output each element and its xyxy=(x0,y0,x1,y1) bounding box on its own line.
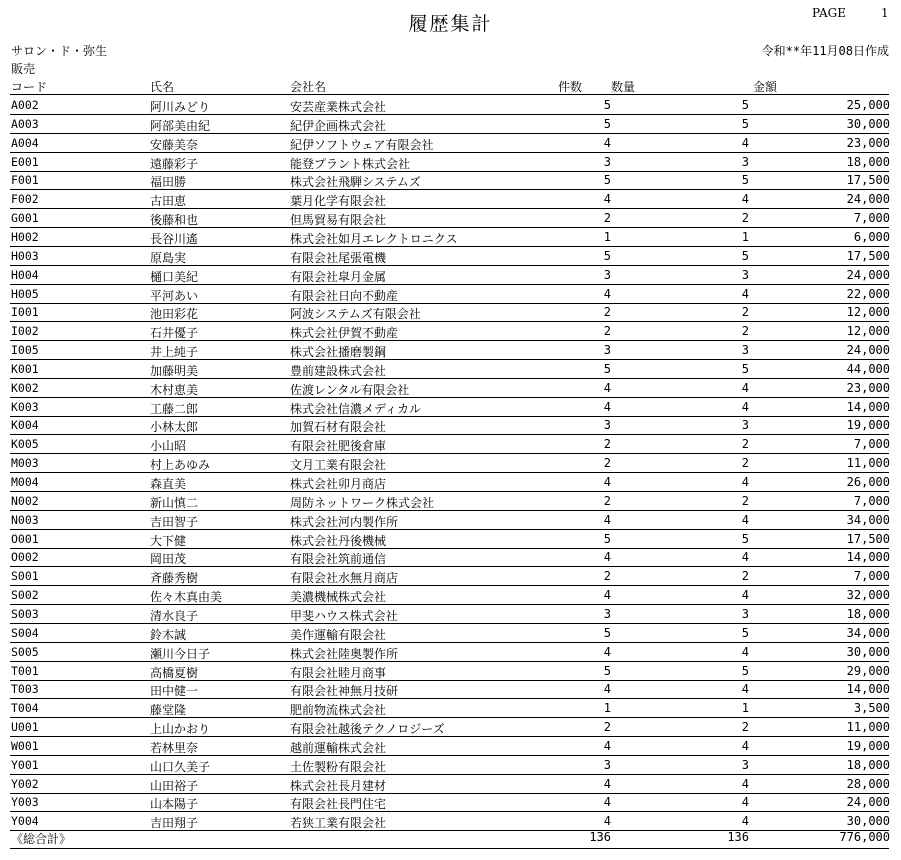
row-company: 越前運輸株式会社 xyxy=(290,740,387,755)
row-amount: 29,000 xyxy=(846,663,890,678)
row-code: I005 xyxy=(11,343,39,358)
row-count: 5 xyxy=(603,361,611,376)
row-amount: 7,000 xyxy=(853,437,890,452)
row-quantity: 2 xyxy=(741,305,749,320)
row-code: S002 xyxy=(11,588,39,603)
row-company: 有限会社長門住宅 xyxy=(290,797,387,812)
row-count: 2 xyxy=(603,569,611,584)
row-name: 小林太郎 xyxy=(150,420,199,435)
row-code: M003 xyxy=(11,456,39,471)
row-quantity: 4 xyxy=(741,135,749,150)
row-company: 株式会社河内製作所 xyxy=(290,514,399,529)
table-row xyxy=(0,190,901,209)
row-amount: 30,000 xyxy=(846,814,890,829)
row-amount: 11,000 xyxy=(846,720,890,735)
row-code: Y002 xyxy=(11,776,39,791)
row-code: U001 xyxy=(11,720,39,735)
row-company: 有限会社越後テクノロジーズ xyxy=(290,722,445,737)
row-amount: 18,000 xyxy=(846,606,890,621)
row-company: 株式会社飛騨システムズ xyxy=(290,175,421,190)
row-count: 4 xyxy=(603,644,611,659)
column-header-name: 氏名 xyxy=(150,80,175,94)
row-amount: 24,000 xyxy=(846,267,890,282)
row-code: A004 xyxy=(11,135,39,150)
grand-total-row xyxy=(0,828,901,848)
row-amount: 26,000 xyxy=(846,475,890,489)
section-label: 販売 xyxy=(11,62,36,76)
row-name: 福田勝 xyxy=(150,175,187,190)
row-code: T003 xyxy=(11,682,39,697)
row-amount: 17,500 xyxy=(846,531,890,546)
row-quantity: 4 xyxy=(741,399,749,414)
row-code: W001 xyxy=(11,738,39,753)
row-count: 4 xyxy=(603,286,611,301)
row-amount: 7,000 xyxy=(853,211,890,226)
row-name: 鈴木誠 xyxy=(150,627,187,642)
table-row xyxy=(0,247,901,266)
row-code: O002 xyxy=(11,550,39,565)
row-name: 藤堂隆 xyxy=(150,703,187,718)
row-quantity: 1 xyxy=(741,229,749,244)
row-name: 阿川みどり xyxy=(150,100,211,114)
row-company: 株式会社伊賀不動産 xyxy=(290,326,399,341)
row-amount: 34,000 xyxy=(846,512,890,527)
row-count: 4 xyxy=(603,380,611,395)
row-amount: 3,500 xyxy=(853,701,890,716)
row-count: 2 xyxy=(603,211,611,226)
row-name: 山本陽子 xyxy=(150,797,199,812)
row-name: 原島実 xyxy=(150,250,187,265)
row-count: 2 xyxy=(603,437,611,452)
table-row xyxy=(0,285,901,304)
row-code: K001 xyxy=(11,361,39,376)
row-count: 3 xyxy=(603,757,611,772)
row-quantity: 4 xyxy=(741,814,749,829)
row-quantity: 3 xyxy=(741,606,749,621)
row-name: 池田彩花 xyxy=(150,307,199,322)
row-code: F002 xyxy=(11,192,39,207)
row-amount: 12,000 xyxy=(846,324,890,339)
row-name: 安藤美奈 xyxy=(150,137,199,152)
row-quantity: 4 xyxy=(741,644,749,659)
row-count: 5 xyxy=(603,663,611,678)
row-company: 株式会社陸奥製作所 xyxy=(290,646,399,661)
table-row xyxy=(0,341,901,360)
row-count: 4 xyxy=(603,475,611,489)
table-row xyxy=(0,322,901,341)
row-company: 美作運輸有限会社 xyxy=(290,627,387,642)
table-row xyxy=(0,209,901,228)
row-code: N003 xyxy=(11,512,39,527)
row-name: 上山かおり xyxy=(150,722,211,737)
row-amount: 23,000 xyxy=(846,135,890,150)
table-row xyxy=(0,567,901,586)
row-name: 森直美 xyxy=(150,477,187,491)
row-amount: 24,000 xyxy=(846,192,890,207)
row-quantity: 2 xyxy=(741,437,749,452)
row-count: 3 xyxy=(603,154,611,169)
row-amount: 19,000 xyxy=(846,738,890,753)
table-row xyxy=(0,530,901,549)
row-code: Y003 xyxy=(11,795,39,810)
table-row xyxy=(0,492,901,511)
row-amount: 30,000 xyxy=(846,644,890,659)
row-name: 長谷川遙 xyxy=(150,231,199,246)
row-count: 5 xyxy=(603,248,611,263)
row-quantity: 5 xyxy=(741,531,749,546)
table-row xyxy=(0,171,901,190)
row-count: 2 xyxy=(603,305,611,320)
row-code: T001 xyxy=(11,663,39,678)
table-row xyxy=(0,643,901,662)
row-name: 田中健一 xyxy=(150,684,199,699)
row-company: 株式会社卯月商店 xyxy=(290,477,387,491)
row-amount: 25,000 xyxy=(846,98,890,112)
row-count: 3 xyxy=(603,418,611,433)
row-code: S001 xyxy=(11,569,39,584)
page-label: PAGE xyxy=(812,6,846,20)
row-quantity: 5 xyxy=(741,663,749,678)
table-row xyxy=(0,737,901,756)
row-code: A003 xyxy=(11,116,39,131)
row-company: 但馬貿易有限会社 xyxy=(290,213,387,228)
table-row xyxy=(0,605,901,624)
table-row xyxy=(0,115,901,134)
row-quantity: 2 xyxy=(741,324,749,339)
row-code: H004 xyxy=(11,267,39,282)
row-quantity: 4 xyxy=(741,738,749,753)
table-row xyxy=(0,718,901,737)
row-quantity: 5 xyxy=(741,173,749,188)
row-quantity: 2 xyxy=(741,569,749,584)
table-row xyxy=(0,379,901,398)
table-row xyxy=(0,153,901,172)
row-count: 4 xyxy=(603,588,611,603)
row-company: 有限会社神無月技研 xyxy=(290,684,399,699)
report-title: 履歴集計 xyxy=(408,13,493,35)
row-name: 樋口美紀 xyxy=(150,269,199,284)
row-company: 若狭工業有限会社 xyxy=(290,816,387,831)
row-code: I002 xyxy=(11,324,39,339)
row-name: 小山昭 xyxy=(150,439,187,454)
row-count: 4 xyxy=(603,738,611,753)
row-code: Y001 xyxy=(11,757,39,772)
table-row xyxy=(0,228,901,247)
row-company: 有限会社睦月商事 xyxy=(290,665,387,680)
row-code: S005 xyxy=(11,644,39,659)
row-quantity: 4 xyxy=(741,776,749,791)
row-company: 株式会社丹後機械 xyxy=(290,533,387,548)
row-amount: 32,000 xyxy=(846,588,890,603)
row-count: 1 xyxy=(603,701,611,716)
row-company: 有限会社尾張電機 xyxy=(290,250,387,265)
row-amount: 44,000 xyxy=(846,361,890,376)
table-row xyxy=(0,473,901,492)
row-count: 4 xyxy=(603,814,611,829)
row-count: 3 xyxy=(603,606,611,621)
row-name: 新山慎二 xyxy=(150,495,199,510)
row-quantity: 3 xyxy=(741,267,749,282)
row-name: 佐々木真由美 xyxy=(150,590,223,605)
table-row xyxy=(0,360,901,379)
row-quantity: 2 xyxy=(741,456,749,471)
row-code: G001 xyxy=(11,211,39,226)
row-company: 株式会社如月エレクトロニクス xyxy=(290,231,458,246)
row-company: 有限会社日向不動産 xyxy=(290,288,399,303)
row-count: 2 xyxy=(603,493,611,508)
row-amount: 14,000 xyxy=(846,399,890,414)
row-quantity: 2 xyxy=(741,211,749,226)
row-company: 安芸産業株式会社 xyxy=(290,100,387,114)
column-header-company: 会社名 xyxy=(290,80,327,94)
row-name: 木村恵美 xyxy=(150,382,199,397)
row-code: N002 xyxy=(11,493,39,508)
row-amount: 17,500 xyxy=(846,173,890,188)
row-quantity: 3 xyxy=(741,418,749,433)
column-header-code: コード xyxy=(11,80,48,94)
row-code: H005 xyxy=(11,286,39,301)
row-count: 1 xyxy=(603,229,611,244)
row-amount: 14,000 xyxy=(846,682,890,697)
row-name: 平河あい xyxy=(150,288,199,303)
table-row xyxy=(0,756,901,775)
row-code: K002 xyxy=(11,380,39,395)
row-name: 岡田茂 xyxy=(150,552,187,567)
row-quantity: 2 xyxy=(741,720,749,735)
row-count: 4 xyxy=(603,192,611,207)
row-code: S003 xyxy=(11,606,39,621)
row-company: 有限会社水無月商店 xyxy=(290,571,399,586)
row-quantity: 4 xyxy=(741,795,749,810)
row-code: F001 xyxy=(11,173,39,188)
row-count: 4 xyxy=(603,399,611,414)
row-count: 5 xyxy=(603,116,611,131)
row-name: 山口久美子 xyxy=(150,759,211,774)
row-count: 4 xyxy=(603,795,611,810)
row-amount: 12,000 xyxy=(846,305,890,320)
row-amount: 7,000 xyxy=(853,569,890,584)
row-quantity: 5 xyxy=(741,625,749,640)
row-amount: 23,000 xyxy=(846,380,890,395)
row-company: 株式会社播磨製鋼 xyxy=(290,345,387,360)
row-name: 阿部美由紀 xyxy=(150,118,211,133)
row-quantity: 3 xyxy=(741,343,749,358)
table-row xyxy=(0,303,901,322)
row-company: 株式会社信濃メディカル xyxy=(290,401,422,416)
column-header-count: 件数 xyxy=(558,80,583,94)
row-quantity: 4 xyxy=(741,588,749,603)
row-company: 能登プラント株式会社 xyxy=(290,156,411,171)
row-amount: 28,000 xyxy=(846,776,890,791)
table-row xyxy=(0,793,901,812)
row-quantity: 5 xyxy=(741,361,749,376)
row-quantity: 4 xyxy=(741,192,749,207)
table-row xyxy=(0,624,901,643)
row-amount: 18,000 xyxy=(846,154,890,169)
row-name: 大下健 xyxy=(150,533,187,548)
row-quantity: 5 xyxy=(741,116,749,131)
row-code: Y004 xyxy=(11,814,39,829)
row-count: 3 xyxy=(603,267,611,282)
row-code: A002 xyxy=(11,98,39,112)
row-company: 有限会社皐月金属 xyxy=(290,269,387,284)
row-amount: 18,000 xyxy=(846,757,890,772)
row-code: H003 xyxy=(11,248,39,263)
row-name: 吉田翔子 xyxy=(150,816,199,831)
grand-total-label: 《総合計》 xyxy=(11,832,72,846)
row-quantity: 4 xyxy=(741,512,749,527)
grand-total-amount: 776,000 xyxy=(839,830,890,844)
row-amount: 19,000 xyxy=(846,418,890,433)
row-code: E001 xyxy=(11,154,39,169)
row-quantity: 5 xyxy=(741,98,749,112)
row-quantity: 4 xyxy=(741,550,749,565)
row-quantity: 4 xyxy=(741,475,749,489)
row-quantity: 4 xyxy=(741,682,749,697)
row-quantity: 3 xyxy=(741,757,749,772)
row-name: 瀬川今日子 xyxy=(150,646,211,661)
row-company: 紀伊ソフトウェア有限会社 xyxy=(290,137,434,152)
row-company: 阿波システムズ有限会社 xyxy=(290,307,421,322)
row-count: 5 xyxy=(603,625,611,640)
row-company: 株式会社長月建材 xyxy=(290,778,387,793)
row-count: 4 xyxy=(603,135,611,150)
table-row xyxy=(0,416,901,435)
page-number: 1 xyxy=(881,6,889,20)
row-count: 4 xyxy=(603,550,611,565)
row-count: 4 xyxy=(603,682,611,697)
row-count: 3 xyxy=(603,343,611,358)
row-amount: 22,000 xyxy=(846,286,890,301)
row-quantity: 2 xyxy=(741,493,749,508)
row-count: 2 xyxy=(603,720,611,735)
row-count: 4 xyxy=(603,776,611,791)
row-name: 吉田智子 xyxy=(150,514,199,529)
column-header-amount: 金額 xyxy=(753,80,778,94)
row-company: 葉月化学有限会社 xyxy=(290,194,387,209)
created-date: 令和**年11月08日作成 xyxy=(761,44,889,58)
row-name: 工藤二郎 xyxy=(150,401,199,416)
row-code: T004 xyxy=(11,701,39,716)
row-name: 石井優子 xyxy=(150,326,199,341)
row-company: 甲斐ハウス株式会社 xyxy=(290,608,398,623)
row-amount: 34,000 xyxy=(846,625,890,640)
row-name: 斉藤秀樹 xyxy=(150,571,199,586)
table-row xyxy=(0,266,901,285)
row-company: 土佐製粉有限会社 xyxy=(290,759,387,774)
row-code: H002 xyxy=(11,229,39,244)
table-row xyxy=(0,96,901,115)
row-amount: 24,000 xyxy=(846,795,890,810)
row-code: S004 xyxy=(11,625,39,640)
row-quantity: 5 xyxy=(741,248,749,263)
row-count: 4 xyxy=(603,512,611,527)
row-company: 紀伊企画株式会社 xyxy=(290,118,387,133)
row-count: 5 xyxy=(603,98,611,112)
row-name: 井上純子 xyxy=(150,345,199,360)
row-amount: 11,000 xyxy=(846,456,890,471)
column-header-quantity: 数量 xyxy=(611,80,636,94)
row-code: O001 xyxy=(11,531,39,546)
row-amount: 6,000 xyxy=(853,229,890,244)
row-count: 2 xyxy=(603,324,611,339)
row-count: 2 xyxy=(603,456,611,471)
table-row xyxy=(0,586,901,605)
row-name: 後藤和也 xyxy=(150,213,199,228)
row-company: 美濃機械株式会社 xyxy=(290,590,387,605)
row-code: K003 xyxy=(11,399,39,414)
row-name: 加藤明美 xyxy=(150,363,199,378)
table-row xyxy=(0,662,901,681)
header-divider xyxy=(10,94,889,95)
grand-total-count: 136 xyxy=(589,830,611,844)
row-company: 加賀石材有限会社 xyxy=(290,420,387,435)
row-name: 村上あゆみ xyxy=(150,458,211,473)
row-name: 山田裕子 xyxy=(150,778,199,793)
row-company: 文月工業有限会社 xyxy=(290,458,387,473)
row-company: 肥前物流株式会社 xyxy=(290,703,387,718)
row-quantity: 4 xyxy=(741,286,749,301)
table-row xyxy=(0,435,901,454)
row-company: 有限会社肥後倉庫 xyxy=(290,439,387,454)
row-code: K004 xyxy=(11,418,39,433)
table-row xyxy=(0,699,901,718)
table-row xyxy=(0,511,901,530)
row-count: 5 xyxy=(603,173,611,188)
row-code: M004 xyxy=(11,475,39,489)
table-row xyxy=(0,680,901,699)
row-name: 若林里奈 xyxy=(150,740,199,755)
row-amount: 17,500 xyxy=(846,248,890,263)
row-quantity: 4 xyxy=(741,380,749,395)
table-row xyxy=(0,134,901,153)
table-row xyxy=(0,775,901,794)
row-company: 周防ネットワーク株式会社 xyxy=(290,495,435,510)
row-company: 佐渡レンタル有限会社 xyxy=(290,382,410,397)
row-amount: 30,000 xyxy=(846,116,890,131)
row-code: I001 xyxy=(11,305,39,320)
row-company: 豊前建設株式会社 xyxy=(290,363,387,378)
table-row xyxy=(0,398,901,417)
table-row xyxy=(0,548,901,567)
row-name: 古田恵 xyxy=(150,194,187,209)
footer-divider xyxy=(10,848,889,849)
row-amount: 14,000 xyxy=(846,550,890,565)
table-row xyxy=(0,454,901,473)
row-quantity: 3 xyxy=(741,154,749,169)
row-code: K005 xyxy=(11,437,39,452)
row-amount: 24,000 xyxy=(846,343,890,358)
row-amount: 7,000 xyxy=(853,493,890,508)
row-quantity: 1 xyxy=(741,701,749,716)
row-company: 有限会社筑前通信 xyxy=(290,552,387,567)
grand-total-quantity: 136 xyxy=(727,830,749,844)
row-name: 高橋夏樹 xyxy=(150,665,199,680)
row-count: 5 xyxy=(603,531,611,546)
row-name: 遠藤彩子 xyxy=(150,156,199,171)
company-name: サロン・ド・弥生 xyxy=(11,44,108,58)
row-name: 清水良子 xyxy=(150,608,199,623)
